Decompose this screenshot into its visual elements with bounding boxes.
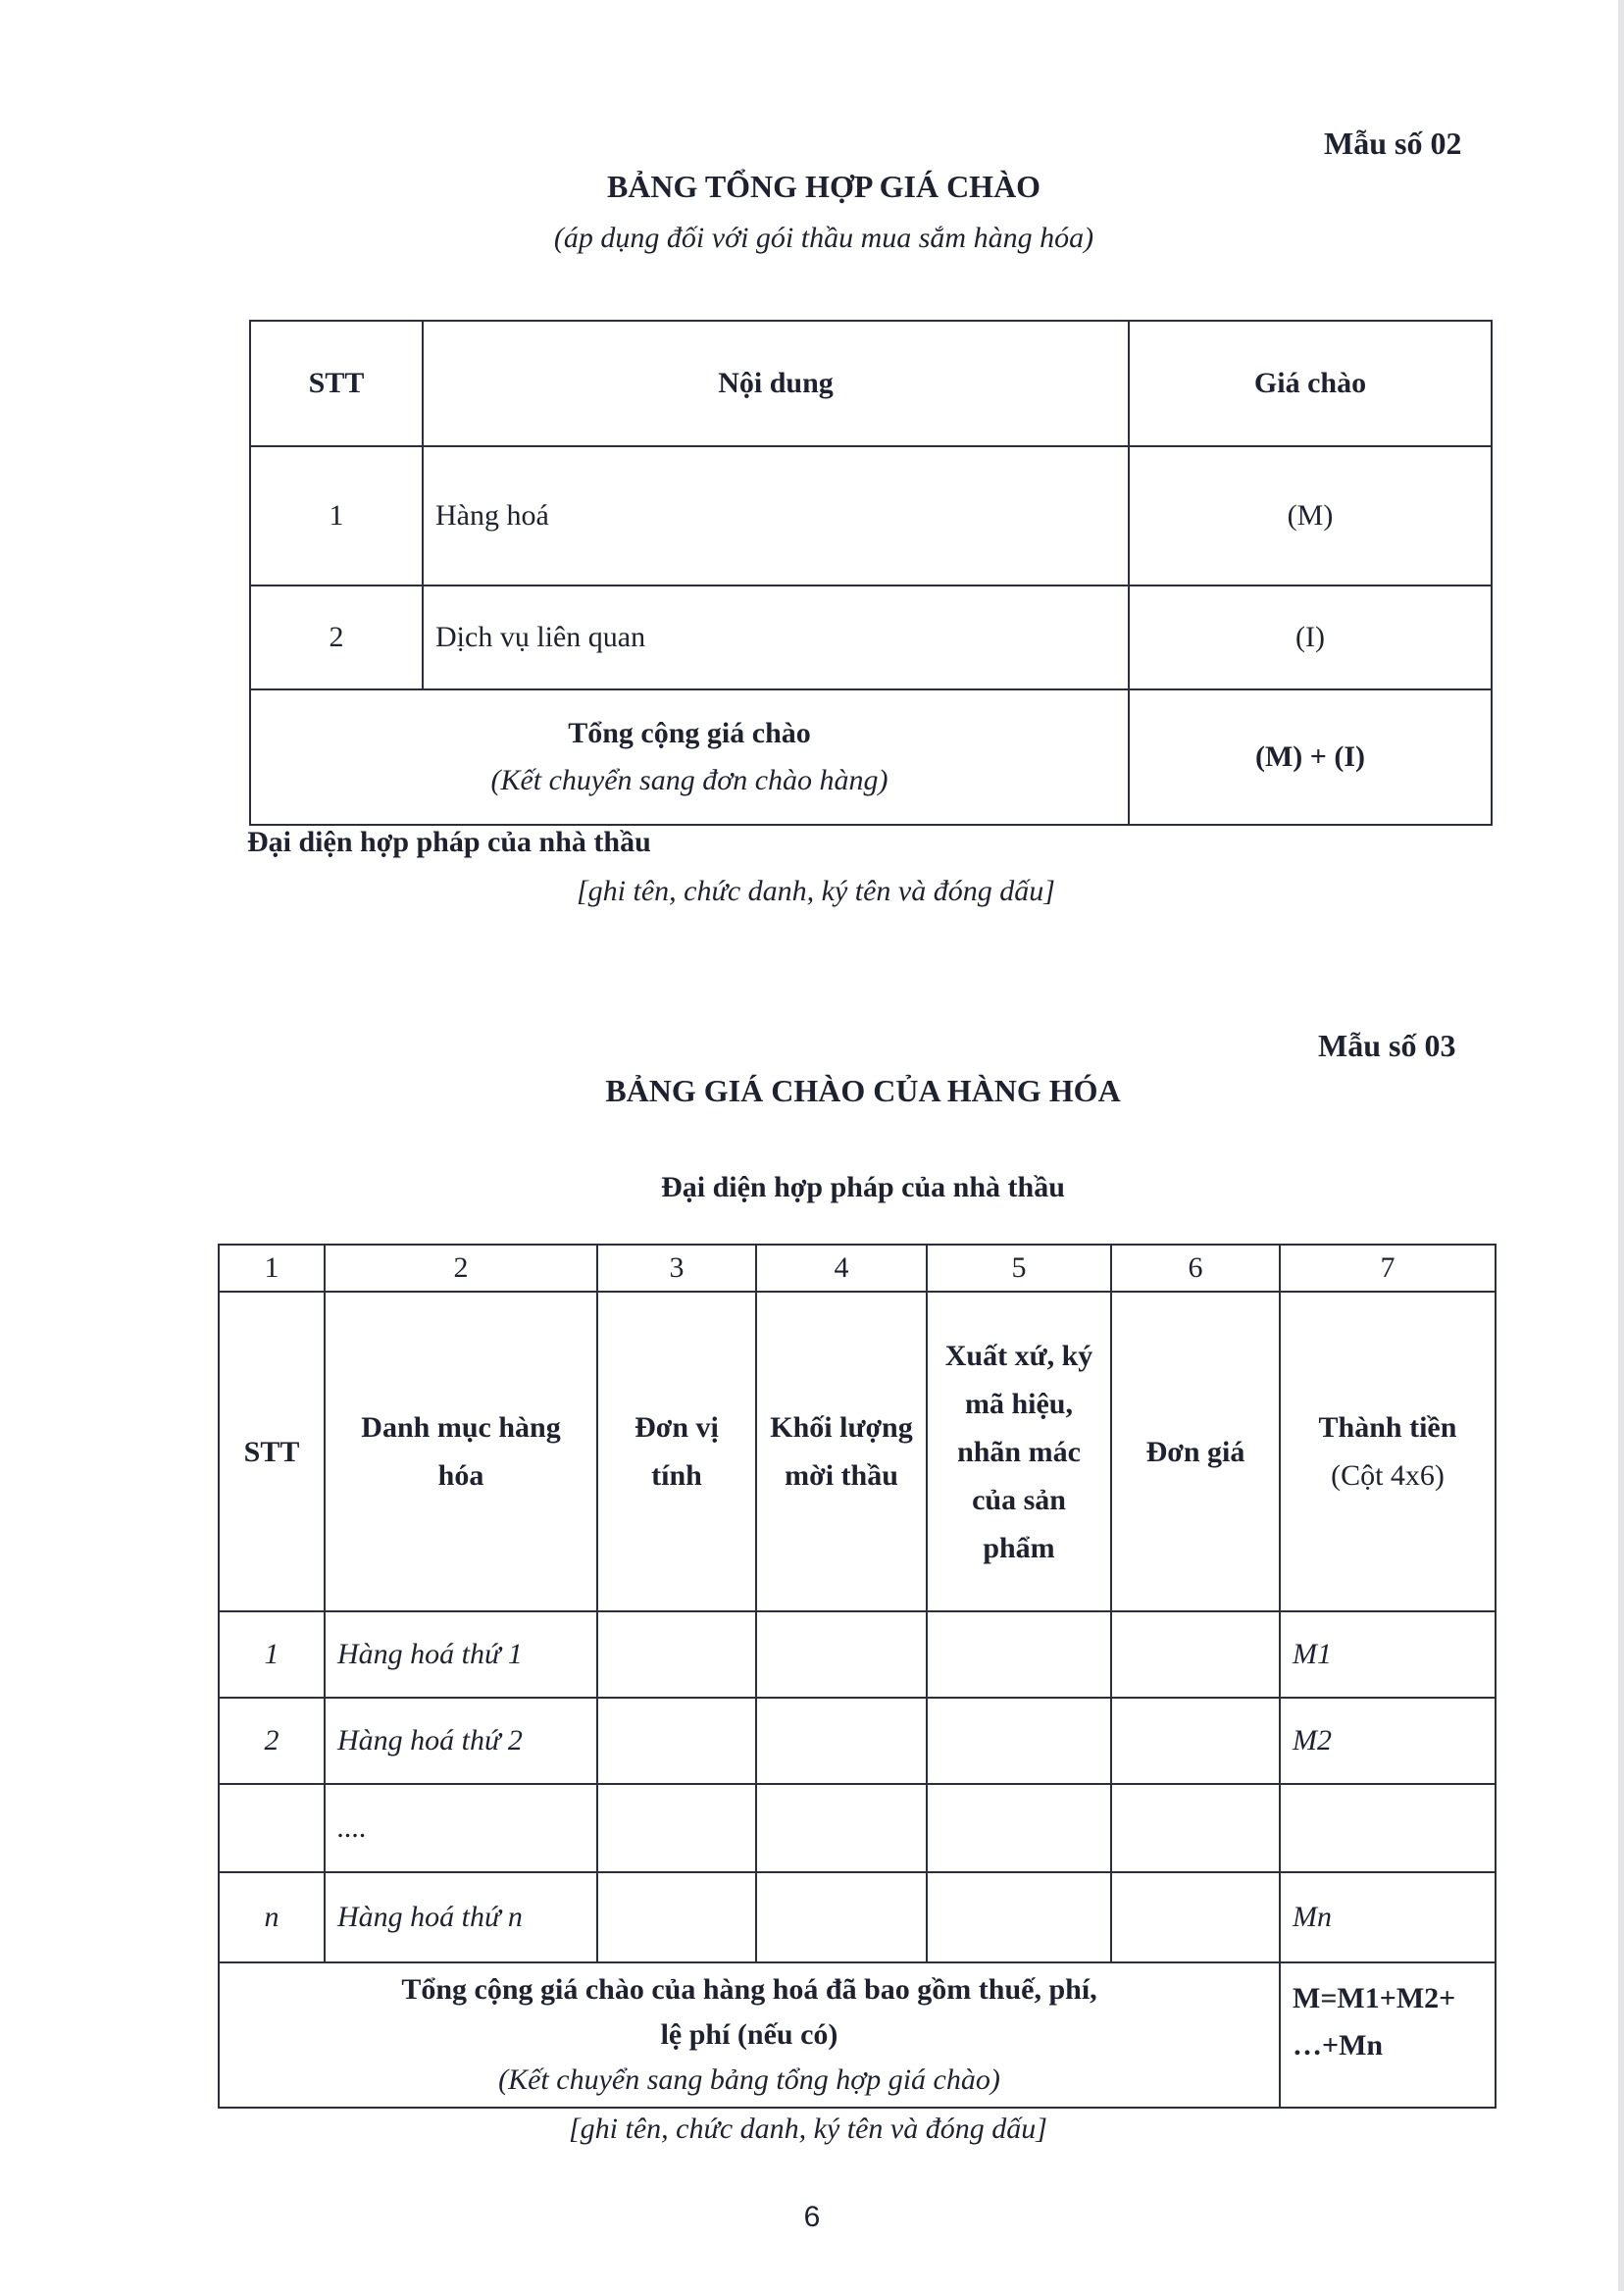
goods-price-table — [218, 1244, 1497, 2109]
row-stt: n — [219, 1872, 325, 1962]
total-value: (M) + (I) — [1129, 689, 1492, 825]
goods-row — [219, 1872, 1496, 1962]
row-unit — [597, 1872, 756, 1962]
total-value-line-2: …+Mn — [1293, 2029, 1384, 2062]
summary-row — [250, 446, 1492, 585]
row-amount — [1280, 1784, 1496, 1872]
summary-header-row — [250, 321, 1492, 446]
representative-label: Đại diện hợp pháp của nhà thầu — [661, 1171, 1065, 1203]
header-stt: STT — [250, 321, 423, 446]
goods-row — [219, 1784, 1496, 1872]
column-number: 6 — [1111, 1245, 1280, 1292]
header-amount-cell — [1280, 1292, 1496, 1611]
form-03-title: BẢNG GIÁ CHÀO CỦA HÀNG HÓA — [605, 1073, 1121, 1108]
row-goods: .... — [325, 1784, 597, 1872]
row-origin — [927, 1698, 1111, 1784]
row-unit-price — [1111, 1784, 1280, 1872]
row-quantity — [756, 1698, 927, 1784]
row-amount: Mn — [1280, 1872, 1496, 1962]
column-number: 7 — [1280, 1245, 1496, 1292]
column-number: 2 — [325, 1245, 597, 1292]
total-label-line-2: lệ phí (nếu có) — [660, 2018, 838, 2051]
signature-note: [ghi tên, chức danh, ký tên và đóng dấu] — [577, 875, 1055, 907]
row-amount: M2 — [1280, 1698, 1496, 1784]
goods-row — [219, 1611, 1496, 1698]
summary-row — [250, 585, 1492, 689]
row-unit — [597, 1698, 756, 1784]
goods-total-value-cell — [1280, 1962, 1496, 2108]
total-note: (Kết chuyển sang bảng tổng hợp giá chào) — [498, 2063, 1000, 2096]
row-unit-price — [1111, 1872, 1280, 1962]
row-unit — [597, 1611, 756, 1698]
row-amount: M1 — [1280, 1611, 1496, 1698]
column-number: 1 — [219, 1245, 325, 1292]
column-number: 4 — [756, 1245, 927, 1292]
header-amount: Thành tiền — [1318, 1411, 1457, 1444]
row-goods: Hàng hoá thứ 1 — [325, 1611, 597, 1698]
row-goods: Hàng hoá thứ n — [325, 1872, 597, 1962]
header-origin: Xuất xứ, ký mã hiệu, nhãn mác của sản phẩm — [927, 1292, 1111, 1611]
header-amount-note: (Cột 4x6) — [1331, 1459, 1445, 1492]
row-price: (I) — [1129, 585, 1492, 689]
header-goods: Danh mục hàng hóa — [325, 1292, 597, 1611]
row-price: (M) — [1129, 446, 1492, 585]
page-number: 6 — [803, 2201, 821, 2233]
row-content: Dịch vụ liên quan — [423, 585, 1129, 689]
header-price: Giá chào — [1129, 321, 1492, 446]
row-quantity — [756, 1872, 927, 1962]
column-number: 5 — [927, 1245, 1111, 1292]
total-label: Tổng cộng giá chào — [568, 717, 811, 749]
header-unit-price: Đơn giá — [1111, 1292, 1280, 1611]
form-02-title: BẢNG TỔNG HỢP GIÁ CHÀO — [606, 169, 1041, 204]
signature-note: [ghi tên, chức danh, ký tên và đóng dấu] — [569, 2113, 1047, 2145]
total-label-line-1: Tổng cộng giá chào của hàng hoá đã bao gồm thuế, phí, — [401, 1973, 1097, 2006]
row-unit-price — [1111, 1611, 1280, 1698]
row-quantity — [756, 1784, 927, 1872]
row-stt: 2 — [250, 585, 423, 689]
row-unit-price — [1111, 1698, 1280, 1784]
row-unit — [597, 1784, 756, 1872]
total-note: (Kết chuyển sang đơn chào hàng) — [490, 764, 888, 796]
page-edge — [1618, 0, 1624, 2291]
column-number: 3 — [597, 1245, 756, 1292]
summary-total-row — [250, 689, 1492, 825]
goods-row — [219, 1698, 1496, 1784]
row-origin — [927, 1872, 1111, 1962]
row-stt: 2 — [219, 1698, 325, 1784]
summary-total-label-cell — [250, 689, 1129, 825]
goods-header-row — [219, 1292, 1496, 1611]
form-02-number: Mẫu số 02 — [1324, 126, 1462, 161]
row-origin — [927, 1784, 1111, 1872]
row-stt — [219, 1784, 325, 1872]
header-stt: STT — [219, 1292, 325, 1611]
summary-price-table — [249, 320, 1493, 826]
header-quantity: Khối lượng mời thầu — [756, 1292, 927, 1611]
row-goods: Hàng hoá thứ 2 — [325, 1698, 597, 1784]
header-unit: Đơn vị tính — [597, 1292, 756, 1611]
row-stt: 1 — [250, 446, 423, 585]
row-content: Hàng hoá — [423, 446, 1129, 585]
header-content: Nội dung — [423, 321, 1129, 446]
representative-label: Đại diện hợp pháp của nhà thầu — [247, 826, 651, 858]
form-03-number: Mẫu số 03 — [1318, 1028, 1456, 1063]
goods-total-row — [219, 1962, 1496, 2108]
row-origin — [927, 1611, 1111, 1698]
total-value-line-1: M=M1+M2+ — [1293, 1982, 1456, 2014]
form-02-subtitle: (áp dụng đối với gói thầu mua sắm hàng hóa) — [553, 222, 1094, 254]
goods-total-label-cell — [219, 1962, 1280, 2108]
row-stt: 1 — [219, 1611, 325, 1698]
row-quantity — [756, 1611, 927, 1698]
column-number-row — [219, 1245, 1496, 1292]
